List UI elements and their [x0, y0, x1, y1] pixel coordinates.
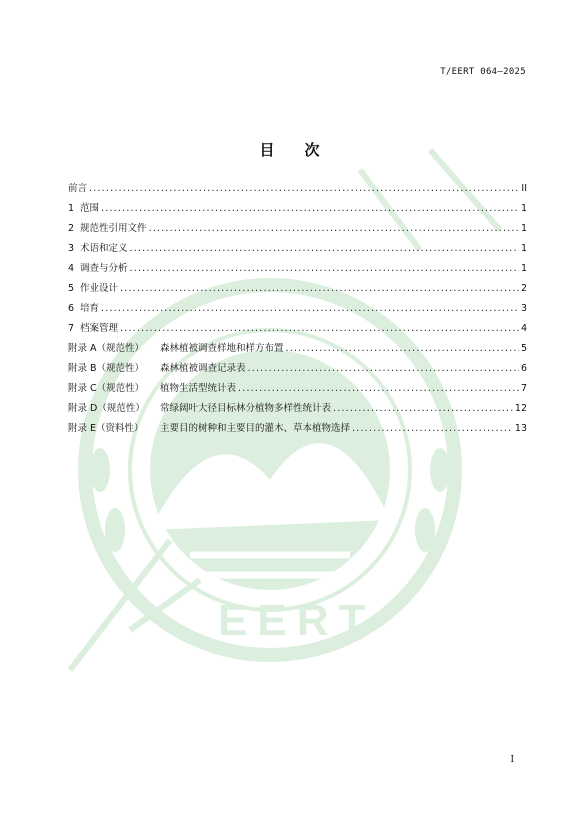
page-title: [0, 139, 579, 160]
leader-dots: [120, 323, 519, 334]
leader-dots: [352, 423, 513, 434]
toc-entry-6[interactable]: [68, 300, 527, 320]
toc-entry-page: 1: [520, 203, 527, 214]
toc-annex-c[interactable]: [68, 380, 527, 400]
toc-entry-5[interactable]: [68, 280, 527, 300]
leader-dots: [101, 303, 519, 314]
annex-page: 13: [514, 423, 527, 434]
table-of-contents: [68, 180, 527, 440]
toc-annex-d[interactable]: [68, 400, 527, 420]
toc-entry-page: 1: [520, 223, 527, 234]
toc-entry-number: 6: [68, 303, 75, 314]
toc-entry-2[interactable]: [68, 220, 527, 240]
annex-page: 6: [520, 363, 527, 374]
toc-entry-label: 档案管理: [80, 323, 119, 334]
toc-entry-number: 3: [68, 243, 75, 254]
toc-entry-label: 培育: [80, 303, 100, 314]
title-char-1: 目: [259, 141, 275, 159]
leader-dots: [130, 243, 519, 254]
leader-dots: [130, 263, 519, 274]
leader-dots: [286, 343, 519, 354]
toc-annex-b[interactable]: [68, 360, 527, 380]
toc-entry-number: 5: [68, 283, 75, 294]
annex-prefix: 附录 C（规范性）: [68, 383, 145, 394]
annex-page: 5: [520, 343, 527, 354]
toc-annex-e[interactable]: [68, 420, 527, 440]
leader-dots: [238, 383, 519, 394]
annex-page: 12: [514, 403, 527, 414]
toc-entry-number: 4: [68, 263, 75, 274]
standard-code: T/EERT 064—2025: [440, 67, 526, 77]
toc-entry-number: 1: [68, 203, 75, 214]
toc-entry-page: 1: [520, 263, 527, 274]
annex-prefix: 附录 D（规范性）: [68, 403, 145, 414]
toc-entry-1[interactable]: [68, 200, 527, 220]
leader-dots: [333, 403, 513, 414]
toc-annex-a[interactable]: [68, 340, 527, 360]
footer-page-number: I: [510, 755, 514, 765]
annex-prefix: 附录 E（资料性）: [68, 423, 144, 434]
annex-label: 植物生活型统计表: [160, 383, 237, 394]
leader-dots: [89, 183, 519, 194]
leader-dots: [149, 223, 519, 234]
svg-text:EERT: EERT: [218, 596, 376, 645]
toc-entry-label: 作业设计: [80, 283, 119, 294]
annex-prefix: 附录 B（规范性）: [68, 363, 145, 374]
toc-entry-label: 术语和定义: [80, 243, 128, 254]
toc-entry-label: 前言: [68, 183, 88, 194]
annex-label: 森林植被调查样地和样方布置: [160, 343, 284, 354]
toc-entry-4[interactable]: [68, 260, 527, 280]
annex-label: 主要目的树种和主要目的灌木、草本植物选择: [160, 423, 351, 434]
leader-dots: [101, 203, 519, 214]
leader-dots: [120, 283, 519, 294]
toc-entry-preface[interactable]: [68, 180, 527, 200]
title-char-2: 次: [304, 141, 320, 159]
toc-entry-number: 7: [68, 323, 75, 334]
toc-entry-page: 4: [520, 323, 527, 334]
toc-entry-label: 规范性引用文件: [80, 223, 147, 234]
toc-entry-page: 3: [520, 303, 527, 314]
annex-label: 常绿阔叶大径目标林分植物多样性统计表: [160, 403, 332, 414]
toc-entry-page: 2: [520, 283, 527, 294]
leader-dots: [248, 363, 519, 374]
toc-entry-number: 2: [68, 223, 75, 234]
toc-entry-label: 范围: [80, 203, 100, 214]
annex-prefix: 附录 A（规范性）: [68, 343, 145, 354]
toc-entry-page: 1: [520, 243, 527, 254]
annex-label: 森林植被调查记录表: [160, 363, 246, 374]
toc-entry-label: 调查与分析: [80, 263, 128, 274]
annex-page: 7: [520, 383, 527, 394]
toc-entry-7[interactable]: [68, 320, 527, 340]
toc-entry-3[interactable]: [68, 240, 527, 260]
toc-entry-page: II: [521, 183, 527, 194]
